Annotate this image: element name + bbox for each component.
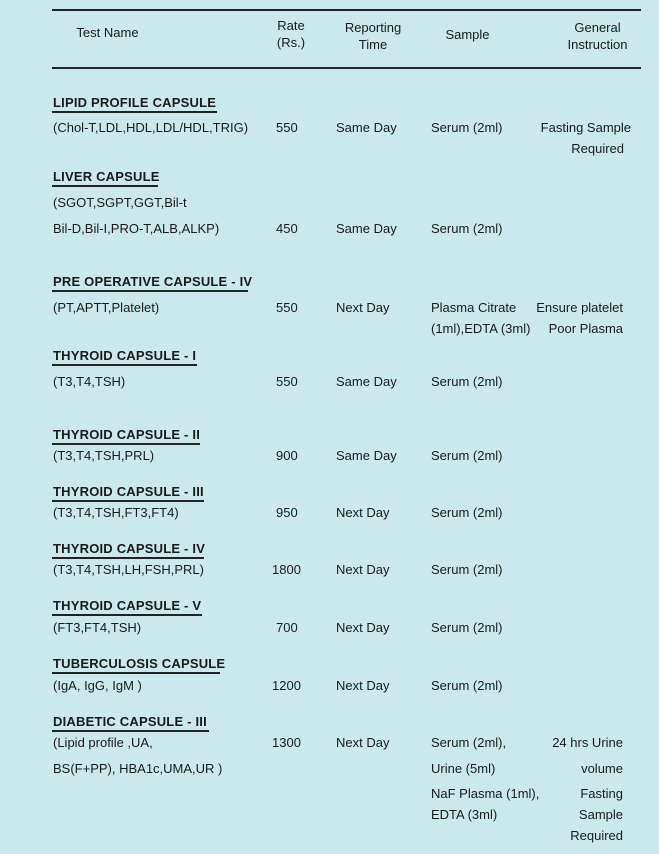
capsule-params: (FT3,FT4,TSH) bbox=[53, 620, 142, 635]
capsule-params: (T3,T4,TSH,FT3,FT4) bbox=[53, 505, 179, 520]
capsule-time: Next Day bbox=[336, 505, 390, 520]
header-general-instruction bbox=[555, 19, 640, 53]
capsule-instruction: Ensure platelet bbox=[536, 300, 623, 315]
capsule-rate: 550 bbox=[276, 374, 298, 389]
capsule-rate: 1800 bbox=[272, 562, 301, 577]
header-top-rule bbox=[52, 9, 641, 11]
capsule-params: (T3,T4,TSH) bbox=[53, 374, 126, 389]
capsule-title: PRE OPERATIVE CAPSULE - IV bbox=[53, 274, 253, 289]
capsule-params: BS(F+PP), HBA1c,UMA,UR ) bbox=[53, 761, 223, 776]
capsule-params: Bil-D,Bil-I,PRO-T,ALB,ALKP) bbox=[53, 221, 220, 236]
capsule-params: (T3,T4,TSH,PRL) bbox=[53, 448, 155, 463]
capsule-time: Next Day bbox=[336, 300, 390, 315]
header-rate-line1: Rate bbox=[277, 18, 305, 33]
capsule-instruction: Required bbox=[570, 828, 623, 843]
header-sample: Sample bbox=[445, 27, 490, 42]
capsule-time: Same Day bbox=[336, 448, 397, 463]
title-underline bbox=[52, 614, 202, 616]
capsule-title: THYROID CAPSULE - I bbox=[53, 348, 197, 363]
capsule-rate: 700 bbox=[276, 620, 298, 635]
capsule-sample: NaF Plasma (1ml), bbox=[431, 786, 540, 801]
capsule-title: THYROID CAPSULE - III bbox=[53, 484, 204, 499]
capsule-time: Next Day bbox=[336, 562, 390, 577]
capsule-title: TUBERCULOSIS CAPSULE bbox=[53, 656, 226, 671]
header-reporting-time bbox=[330, 19, 416, 53]
title-underline bbox=[52, 290, 248, 292]
title-underline bbox=[52, 730, 209, 732]
capsule-rate: 950 bbox=[276, 505, 298, 520]
capsule-params: (T3,T4,TSH,LH,FSH,PRL) bbox=[53, 562, 204, 577]
capsule-rate: 900 bbox=[276, 448, 298, 463]
capsule-title: LIPID PROFILE CAPSULE bbox=[53, 95, 217, 110]
capsule-time: Same Day bbox=[336, 374, 397, 389]
capsule-sample: (1ml),EDTA (3ml) bbox=[431, 321, 531, 336]
capsule-rate: 1300 bbox=[272, 735, 301, 750]
title-underline bbox=[52, 111, 217, 113]
header-reporting-line1: Reporting bbox=[344, 20, 402, 35]
title-underline bbox=[52, 557, 204, 559]
title-underline bbox=[52, 364, 197, 366]
header-bottom-rule bbox=[52, 67, 641, 69]
title-underline bbox=[52, 500, 204, 502]
capsule-time: Next Day bbox=[336, 678, 390, 693]
capsule-rate: 550 bbox=[276, 120, 298, 135]
capsule-params: (Chol-T,LDL,HDL,LDL/HDL,TRIG) bbox=[53, 120, 249, 135]
capsule-instruction: Poor Plasma bbox=[548, 321, 623, 336]
capsule-sample: Serum (2ml) bbox=[431, 620, 503, 635]
header-general-line1: General bbox=[574, 20, 621, 35]
capsule-title: THYROID CAPSULE - II bbox=[53, 427, 201, 442]
capsule-instruction: Required bbox=[571, 141, 624, 156]
capsule-instruction: Fasting bbox=[580, 786, 623, 801]
header-test-name: Test Name bbox=[76, 25, 139, 40]
title-underline bbox=[52, 672, 220, 674]
title-underline bbox=[52, 443, 200, 445]
capsule-sample: Serum (2ml) bbox=[431, 678, 503, 693]
capsule-sample: Serum (2ml) bbox=[431, 448, 503, 463]
header-rate-line2: (Rs.) bbox=[276, 35, 306, 50]
capsule-time: Same Day bbox=[336, 221, 397, 236]
capsule-sample: EDTA (3ml) bbox=[431, 807, 498, 822]
header-general-line2: Instruction bbox=[567, 37, 628, 52]
capsule-params: (Lipid profile ,UA, bbox=[53, 735, 153, 750]
capsule-title: THYROID CAPSULE - IV bbox=[53, 541, 206, 556]
capsule-params: (PT,APTT,Platelet) bbox=[53, 300, 160, 315]
capsule-sample: Serum (2ml) bbox=[431, 120, 503, 135]
capsule-sample: Urine (5ml) bbox=[431, 761, 496, 776]
capsule-rate: 1200 bbox=[272, 678, 301, 693]
capsule-title: THYROID CAPSULE - V bbox=[53, 598, 202, 613]
capsule-sample: Serum (2ml) bbox=[431, 221, 503, 236]
capsule-instruction: Fasting Sample bbox=[540, 120, 631, 135]
capsule-rate: 550 bbox=[276, 300, 298, 315]
capsule-sample: Serum (2ml) bbox=[431, 562, 503, 577]
capsule-params: (IgA, IgG, IgM ) bbox=[53, 678, 142, 693]
capsule-sample: Serum (2ml), bbox=[431, 735, 507, 750]
header-rate bbox=[266, 17, 316, 51]
title-underline bbox=[52, 185, 158, 187]
capsule-sample: Serum (2ml) bbox=[431, 505, 503, 520]
capsule-instruction: Sample bbox=[578, 807, 623, 822]
capsule-title: DIABETIC CAPSULE - III bbox=[53, 714, 207, 729]
capsule-instruction: volume bbox=[581, 761, 623, 776]
capsule-time: Next Day bbox=[336, 735, 390, 750]
capsule-sample: Plasma Citrate bbox=[431, 300, 517, 315]
capsule-params: (SGOT,SGPT,GGT,Bil-t bbox=[53, 195, 187, 210]
capsule-title: LIVER CAPSULE bbox=[53, 169, 160, 184]
capsule-time: Same Day bbox=[336, 120, 397, 135]
header-reporting-line2: Time bbox=[358, 37, 388, 52]
capsule-rate: 450 bbox=[276, 221, 298, 236]
capsule-instruction: 24 hrs Urine bbox=[552, 735, 623, 750]
capsule-time: Next Day bbox=[336, 620, 390, 635]
capsule-sample: Serum (2ml) bbox=[431, 374, 503, 389]
